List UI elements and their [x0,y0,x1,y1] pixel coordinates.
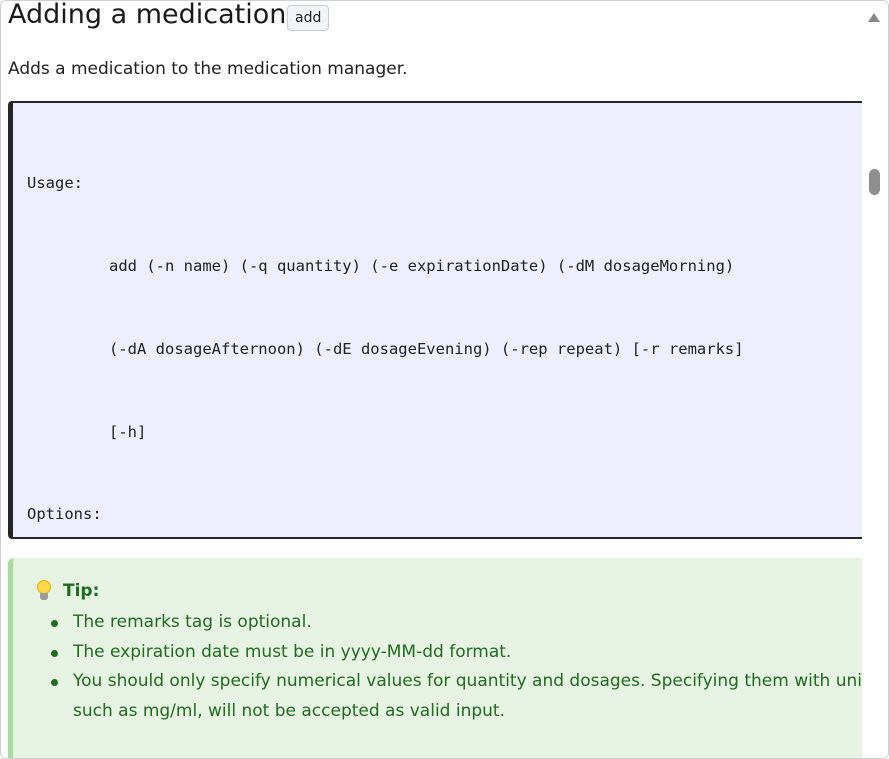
usage-line: [-h] [109,422,147,441]
tip-item: The expiration date must be in yyyy-MM-dd format. [73,638,864,668]
tip-list [35,608,864,726]
lightbulb-icon [35,580,53,602]
options-label: Options: [27,505,102,524]
tip-item: You should only specify numerical values for quantity and dosages. Specifying them with uni [73,667,864,697]
tip-header [35,578,864,604]
tip-item: The remarks tag is optional. [73,608,864,638]
tip-label: Tip: [63,581,100,601]
usage-line: add (-n name) (-q quantity) (-e expirationDate) (-dM dosageMorning) [109,256,735,275]
tip-item-continuation: such as mg/ml, will not be accepted as valid input. [73,700,505,721]
usage-label: Usage: [27,174,83,193]
usage-code-block [8,101,864,539]
command-description: Adds a medication to the medication manager. [8,59,408,79]
command-badge: add [287,5,329,31]
scrollbar-thumb[interactable] [869,169,880,195]
scroll-up-arrow-icon[interactable] [868,13,880,22]
tip-box [8,558,864,759]
usage-line: (-dA dosageAfternoon) (-dE dosageEvening) (-rep repeat) [-r remarks] [109,339,744,358]
vertical-scrollbar[interactable] [862,1,888,759]
doc-content [1,1,864,759]
page-title: Adding a medication [8,1,287,30]
